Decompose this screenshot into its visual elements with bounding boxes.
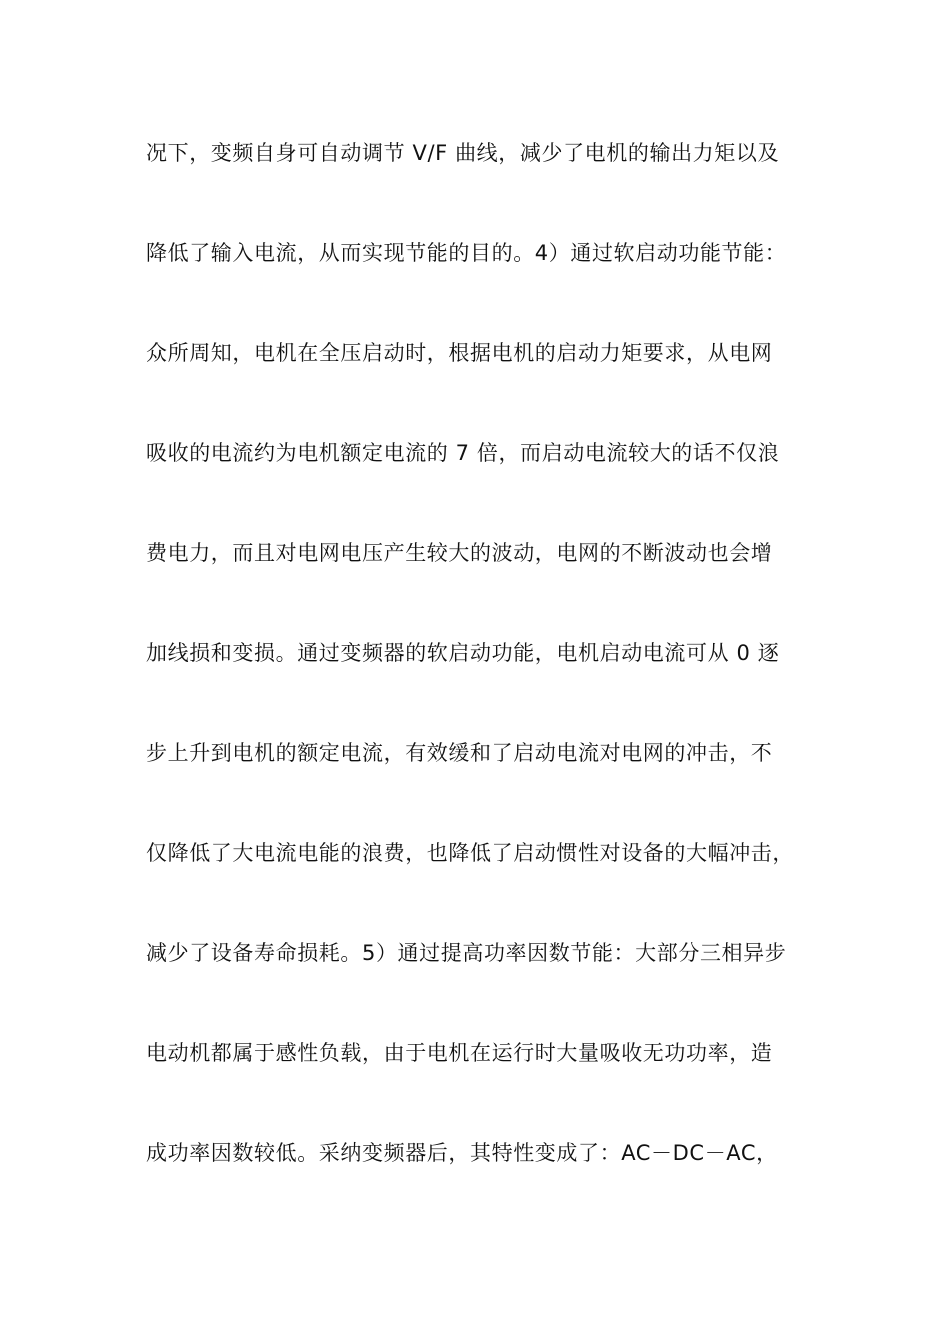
text-line: 况下，变频自身可自动调节 V/F 曲线，减少了电机的输出力矩以及: [146, 141, 780, 165]
text-line: 降低了输入电流，从而实现节能的目的。4）通过软启动功能节能：: [146, 241, 787, 265]
text-line: 加线损和变损。通过变频器的软启动功能，电机启动电流可从 0 逐: [146, 641, 780, 665]
text-line: 费电力，而且对电网电压产生较大的波动，电网的不断波动也会增: [146, 541, 773, 565]
body-text: [146, 133, 836, 1233]
text-line: 减少了设备寿命损耗。5）通过提高功率因数节能：大部分三相异步: [146, 941, 787, 965]
text-line: 成功率因数较低。采纳变频器后，其特性变成了：AC－DC－AC，: [146, 1141, 778, 1165]
text-line: 仅降低了大电流电能的浪费，也降低了启动惯性对设备的大幅冲击，: [146, 841, 794, 865]
text-line: 吸收的电流约为电机额定电流的 7 倍，而启动电流较大的话不仅浪: [146, 441, 780, 465]
text-line: 步上升到电机的额定电流，有效缓和了启动电流对电网的冲击，不: [146, 741, 773, 765]
text-line: 电动机都属于感性负载，由于电机在运行时大量吸收无功功率，造: [146, 1041, 773, 1065]
text-line: 众所周知，电机在全压启动时，根据电机的启动力矩要求，从电网: [146, 341, 773, 365]
